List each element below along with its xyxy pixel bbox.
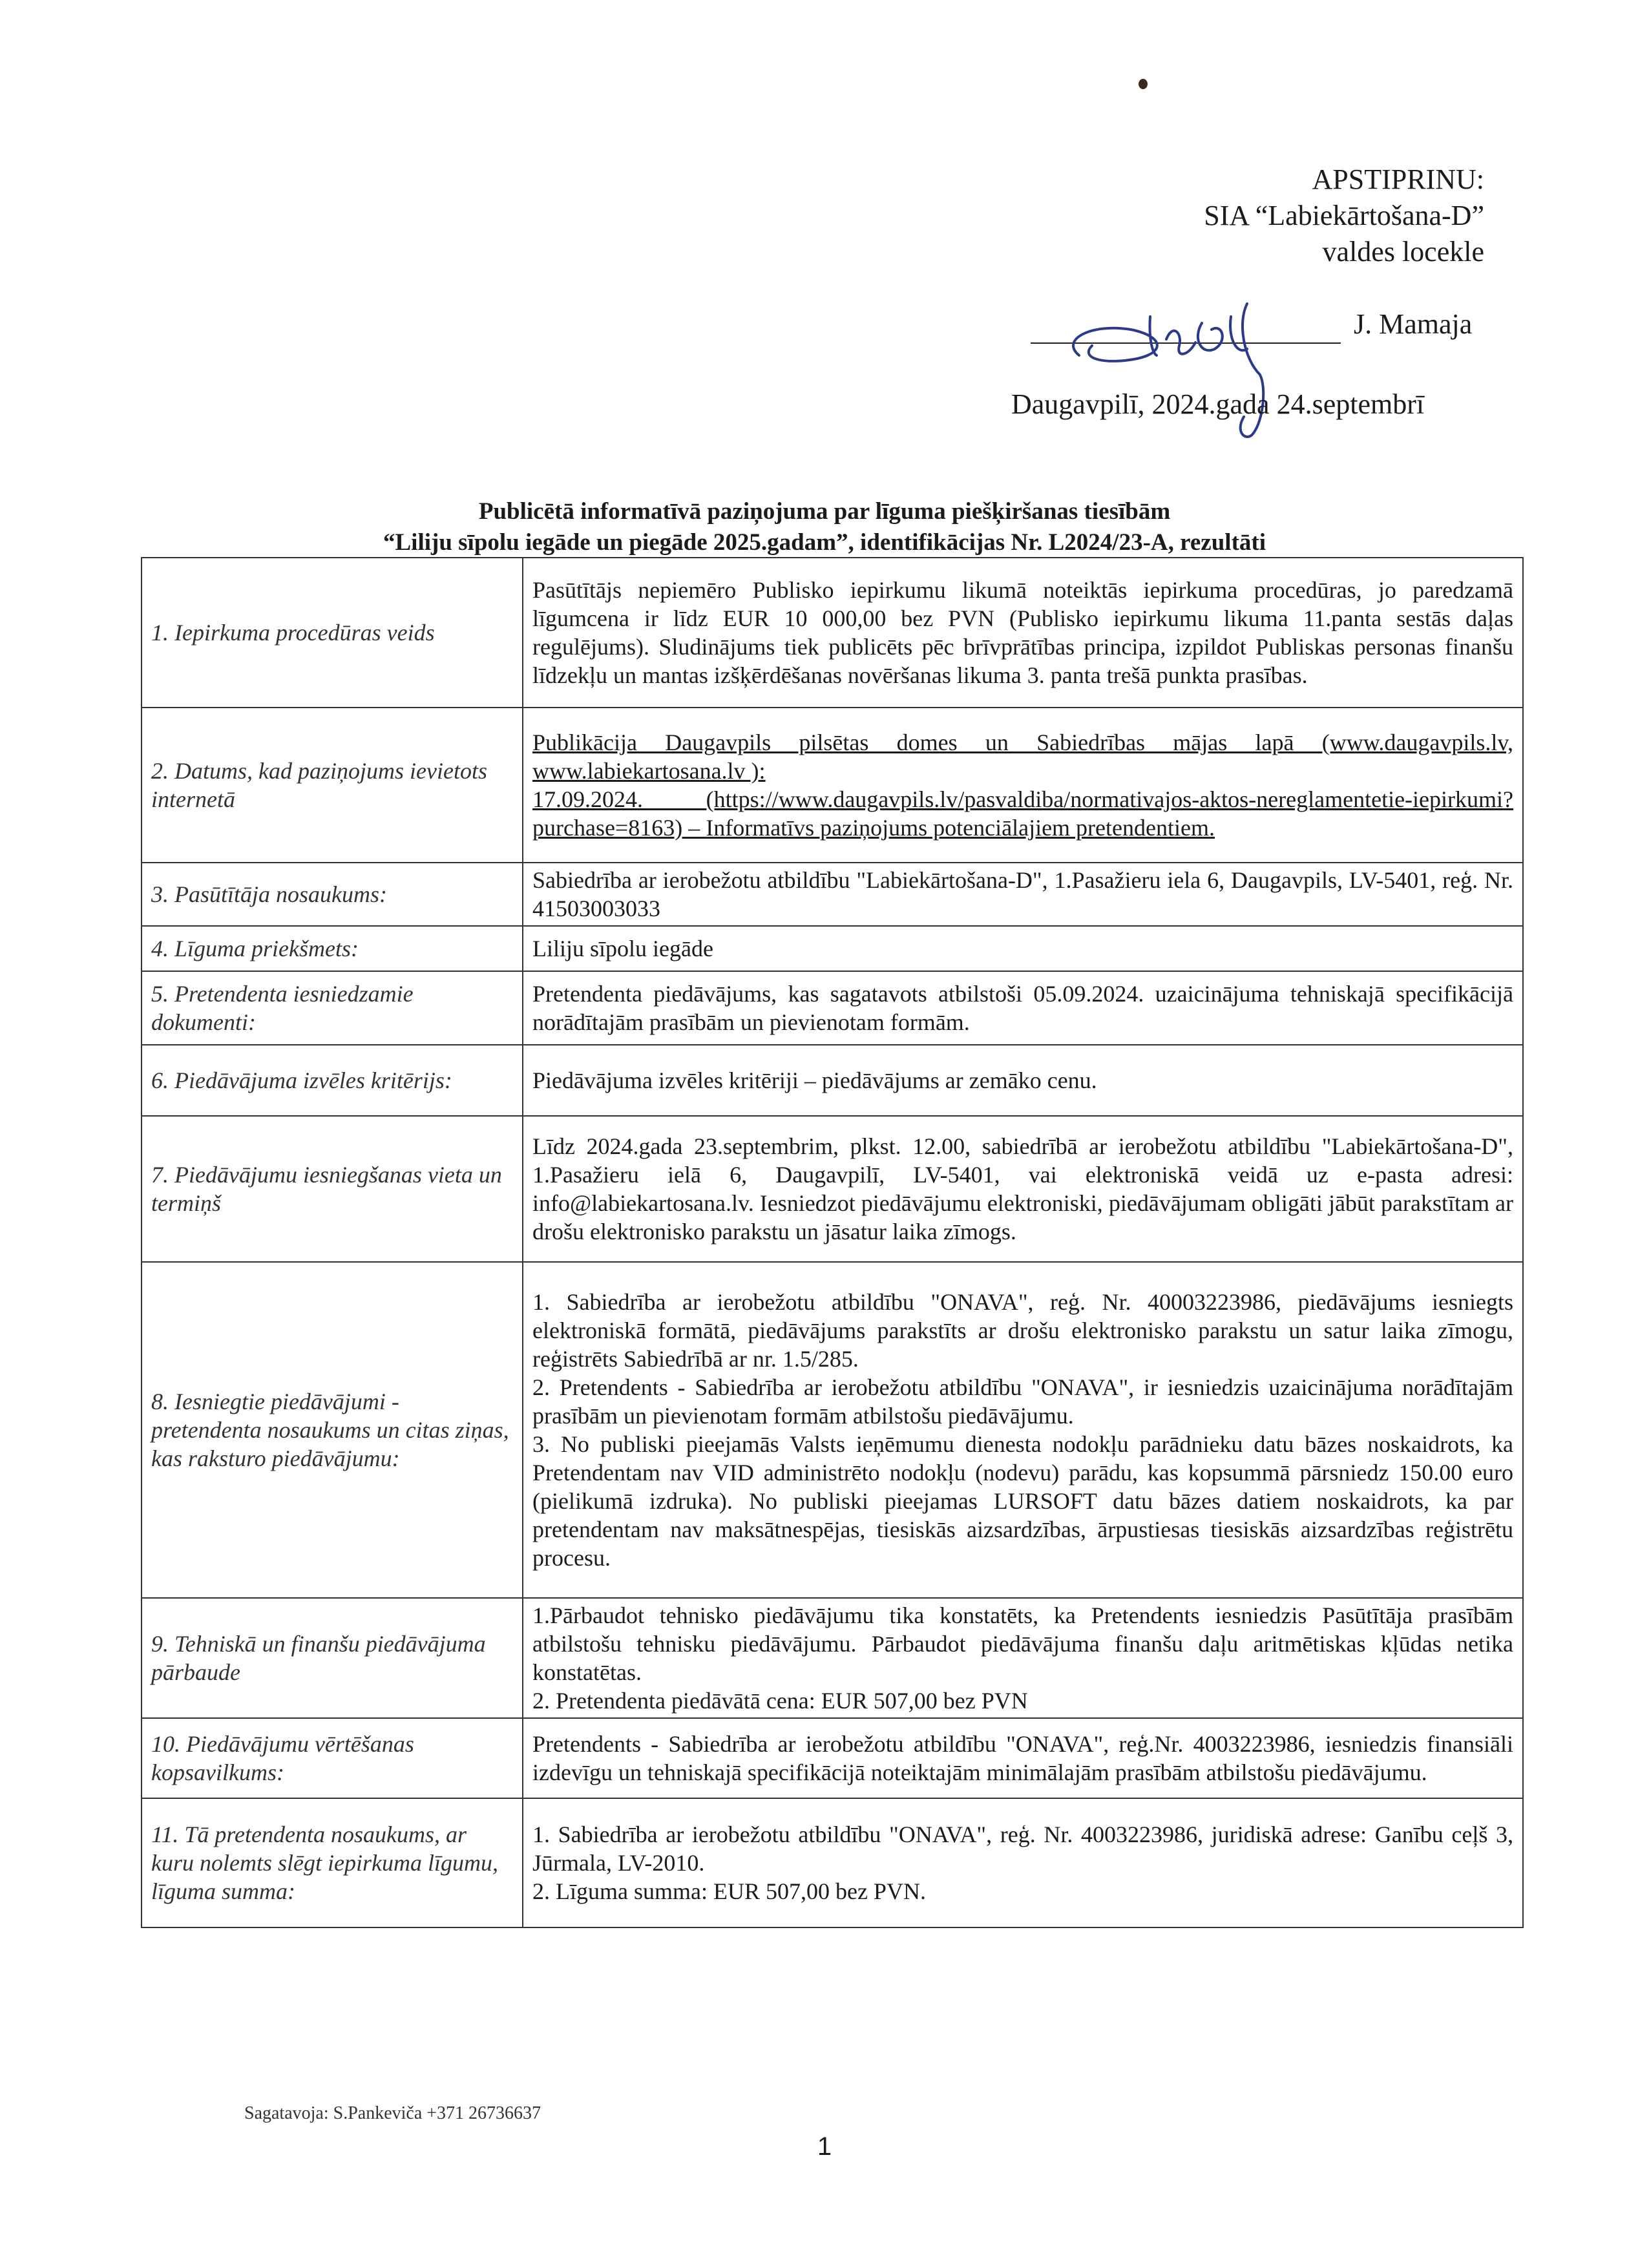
document-title-line2: “Liliju sīpolu iegāde un piegāde 2025.gadam”, identifikācijas Nr. L2024/23-A, rezultāti [383, 529, 1266, 556]
signer-name: J. Mamaja [1354, 308, 1473, 340]
row-value [523, 926, 1523, 971]
row-paragraph: Līdz 2024.gada 23.septembrim, plkst. 12.00, sabiedrībā ar ierobežotu atbildību "Labiekārtošana-D", 1.Pasažieru ielā 6, Daugavpilī, LV-5401, vai elektroniskā veidā uz e-pasta adresi: info@labiekartosana.lv. Iesniedzot piedāvājumu elektroniski, piedāvājumam obligāti jābūt parakstītam ar drošu elektronisko parakstu un jāsatur laika zīmogs. [532, 1133, 1513, 1244]
row-paragraph: Sabiedrība ar ierobežotu atbildību "Labiekārtošana-D", 1.Pasažieru iela 6, Daugavpils, LV-5401, reģ. Nr. 41503003033 [532, 867, 1513, 921]
row-label: 3. Pasūtītāja nosaukums: [142, 863, 523, 926]
row-paragraph: Publikācija Daugavpils pilsētas domes un Sabiedrības mājas lapā (www.daugavpils.lv, www.labiekartosana.lv ): [532, 730, 1513, 784]
table-row [142, 1718, 1523, 1798]
row-value [523, 863, 1523, 926]
table-row [142, 971, 1523, 1045]
row-value [523, 558, 1523, 708]
results-table [141, 557, 1524, 1928]
table-row [142, 1045, 1523, 1116]
table-row [142, 1262, 1523, 1598]
row-value [523, 971, 1523, 1045]
row-value [523, 1798, 1523, 1927]
row-value [523, 1718, 1523, 1798]
table-row [142, 708, 1523, 863]
row-label: 2. Datums, kad paziņojums ievietots internetā [142, 708, 523, 863]
ink-dot [1139, 79, 1148, 89]
approval-title: APSTIPRINU: [1312, 163, 1484, 195]
row-paragraph: 1. Sabiedrība ar ierobežotu atbildību "ONAVA", reģ. Nr. 40003223986, piedāvājums iesniegts elektroniskā formātā, piedāvājums parakstīts ar drošu elektronisko parakstu un satur laika zīmogu, reģistrēts Sabiedrībā ar nr. 1.5/285. [532, 1289, 1513, 1372]
document-title-line1: Publicētā informatīvā paziņojuma par līguma piešķiršanas tiesībām [478, 498, 1171, 525]
row-label: 8. Iesniegtie piedāvājumi - pretendenta nosaukums un citas ziņas, kas raksturo piedāvājumu: [142, 1262, 523, 1598]
row-label: 9. Tehniskā un finanšu piedāvājuma pārbaude [142, 1598, 523, 1718]
table-row [142, 1116, 1523, 1262]
row-value [523, 1262, 1523, 1598]
approval-company: SIA “Labiekārtošana-D” [1204, 200, 1484, 231]
row-label: 11. Tā pretendenta nosaukums, ar kuru nolemts slēgt iepirkuma līgumu, līguma summa: [142, 1798, 523, 1927]
row-paragraph: Pretendenta piedāvājums, kas sagatavots atbilstoši 05.09.2024. uzaicinājuma tehniskajā specifikācijā norādītajām prasībām un pievienotam formām. [532, 981, 1513, 1035]
row-value [523, 1598, 1523, 1718]
table-row [142, 1798, 1523, 1927]
row-paragraph: 1. Sabiedrība ar ierobežotu atbildību "ONAVA", reģ. Nr. 4003223986, juridiskā adrese: Ganību ceļš 3, Jūrmala, LV-2010. [532, 1822, 1513, 1876]
row-value [523, 708, 1523, 863]
row-paragraph: Pasūtītājs nepiemēro Publisko iepirkumu likumā noteiktās iepirkuma procedūras, jo paredzamā līgumcena ir līdz EUR 10 000,00 bez PVN (Publisko iepirkumu likuma 11.panta sestās daļas regulējums). Sludinājums tiek publicēts pēc brīvprātības principa, izpildot Publiskas personas finanšu līdzekļu un mantas izšķērdēšanas novēršanas likuma 3. panta trešā punkta prasības. [532, 577, 1513, 688]
table-row [142, 1598, 1523, 1718]
row-paragraph: 2. Pretendenta piedāvātā cena: EUR 507,00 bez PVN [532, 1688, 1028, 1714]
row-paragraph: 1.Pārbaudot tehnisko piedāvājumu tika konstatēts, ka Pretendents iesniedzis Pasūtītāja prasībām atbilstošu tehnisku piedāvājumu. Pārbaudot piedāvājuma finanšu daļu aritmētiskas kļūdas netika konstatētas. [532, 1602, 1513, 1685]
table-row [142, 926, 1523, 971]
row-label: 7. Piedāvājumu iesniegšanas vieta un termiņš [142, 1116, 523, 1262]
place-and-date: Daugavpilī, 2024.gada 24.septembrī [1011, 388, 1425, 420]
row-paragraph: 2. Pretendents - Sabiedrība ar ierobežotu atbildību "ONAVA", ir iesniedzis uzaicinājuma norādītajām prasībām un pievienotam formām atbilstošu piedāvājumu. [532, 1374, 1513, 1429]
row-label: 1. Iepirkuma procedūras veids [142, 558, 523, 708]
row-label: 6. Piedāvājuma izvēles kritērijs: [142, 1045, 523, 1116]
row-value [523, 1116, 1523, 1262]
row-paragraph: Pretendents - Sabiedrība ar ierobežotu atbildību "ONAVA", reģ.Nr. 4003223986, iesniedzis finansiāli izdevīgu un tehniskajā specifikācijā noteiktajām minimālajām prasībām atbilstošu piedāvājumu. [532, 1731, 1513, 1785]
row-paragraph: 2. Līguma summa: EUR 507,00 bez PVN. [532, 1878, 926, 1904]
row-paragraph: 17.09.2024. (https://www.daugavpils.lv/pasvaldiba/normativajos-aktos-nereglamentetie-iepirkumi?purchase=8163) – Informatīvs paziņojums potenciālajiem pretendentiem. [532, 786, 1513, 841]
row-paragraph: Piedāvājuma izvēles kritēriji – piedāvājums ar zemāko cenu. [532, 1067, 1097, 1093]
row-label: 10. Piedāvājumu vērtēšanas kopsavilkums: [142, 1718, 523, 1798]
approval-block [1204, 162, 1484, 270]
page-number: 1 [817, 2132, 832, 2161]
prepared-by: Sagatavoja: S.Pankeviča +371 26736637 [244, 2103, 541, 2123]
row-paragraph: 3. No publiski pieejamās Valsts ieņēmumu dienesta nodokļu parādnieku datu bāzes noskaidrots, ka Pretendentam nav VID administrēto nodokļu (nodevu) parādu, kas kopsummā pārsniedz 150.00 euro (pielikumā izdruka). No publiski pieejamas LURSOFT datu bāzes datiem noskaidrots, ka par pretendentam nav maksātnespējas, tiesiskās aizsardzības, ārpustiesas tiesiskās aizsardzības reģistrētu procesu. [532, 1431, 1513, 1571]
row-label: 4. Līguma priekšmets: [142, 926, 523, 971]
approval-position: valdes locekle [1322, 236, 1484, 268]
row-paragraph: Liliju sīpolu iegāde [532, 936, 713, 961]
row-value [523, 1045, 1523, 1116]
handwritten-signature [1053, 278, 1402, 472]
table-row [142, 558, 1523, 708]
row-label: 5. Pretendenta iesniedzamie dokumenti: [142, 971, 523, 1045]
table-row [142, 863, 1523, 926]
